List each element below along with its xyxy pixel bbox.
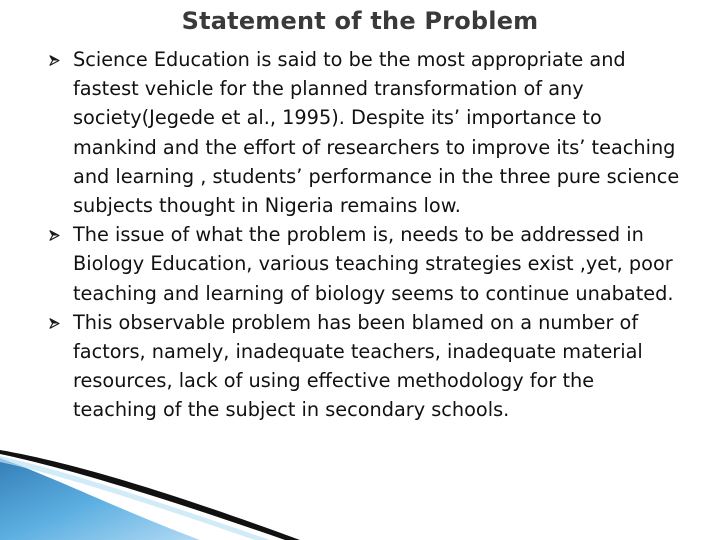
bullet-item [44, 308, 684, 425]
bullet-item [44, 220, 684, 308]
bullet-text: The issue of what the problem is, needs to be addressed in Biology Education, various teaching strategies exist ,yet, poor teaching and learning of biology seems to continue unabated. [73, 223, 674, 305]
arrow-right-icon [49, 230, 60, 241]
corner-wave-decoration [0, 440, 360, 540]
arrow-right-icon [49, 318, 60, 329]
bullet-list [44, 45, 684, 425]
arrow-right-icon [49, 55, 60, 66]
bullet-text: This observable problem has been blamed on a number of factors, namely, inadequate teachers, inadequate material resources, lack of using effective methodology for the teaching of the subject in secondary schools. [73, 310, 643, 422]
slide-title: Statement of the Problem [181, 7, 539, 35]
bullet-item [44, 45, 684, 220]
bullet-text: Science Education is said to be the most appropriate and fastest vehicle for the planned transformation of any society(Jegede et al., 1995). Despite its’ importance to mankind and the effort of researchers to improve its’ teaching and learning , students’ performance in the three pure science subjects thought in Nigeria remains low. [73, 48, 680, 218]
